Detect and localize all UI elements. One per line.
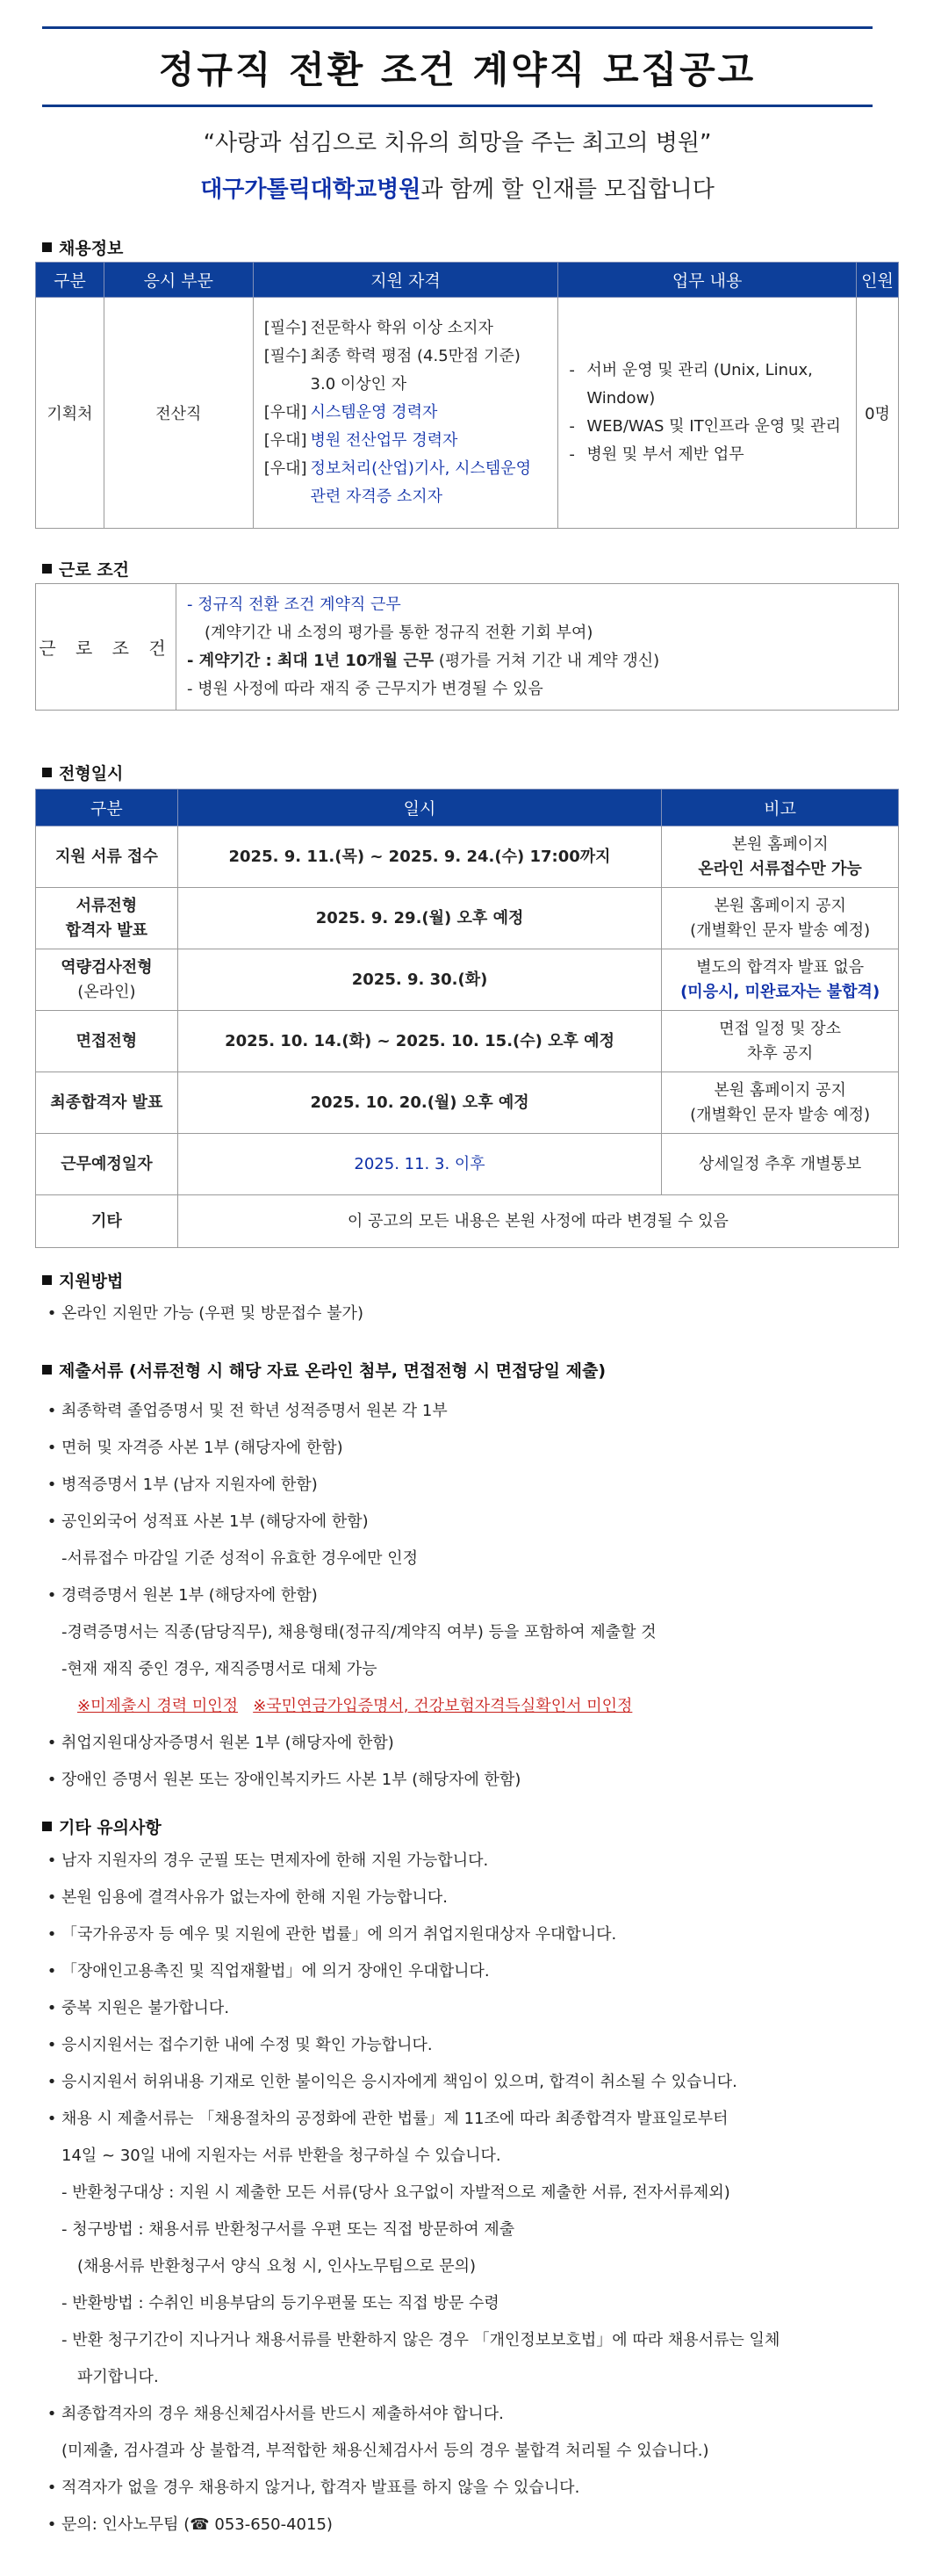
cell-note: 별도의 합격자 발표 없음 (미응시, 미완료자는 불합격) (662, 949, 899, 1011)
recruit-subtitle (42, 171, 873, 204)
list-item: • 병적증명서 1부 (남자 지원자에 한함) (47, 1476, 318, 1494)
table-header-row (36, 263, 899, 298)
list-item: • 적격자가 없을 경우 채용하지 않거나, 합격자 발표를 하지 않을 수 있습니다. (47, 2479, 580, 2497)
list-item: • 공인외국어 성적표 사본 1부 (해당자에 한함) (47, 1512, 369, 1531)
duty-item: - WEB/WAS 및 IT인프라 운영 및 관리 (569, 417, 841, 436)
schedule-table (35, 789, 899, 1248)
cell-stage: 근무예정일자 (36, 1134, 178, 1195)
hospital-slogan: “사랑과 섬김으로 치유의 희망을 주는 최고의 병원” (203, 130, 712, 156)
section-documents-heading: 제출서류 (서류전형 시 해당 자료 온라인 첨부, 면접전형 시 면접당일 제출) (42, 1358, 606, 1382)
cell-conditions (176, 584, 899, 711)
list-item: • 경력증명서 원본 1부 (해당자에 한함) (47, 1586, 318, 1605)
square-bullet-icon (42, 1822, 52, 1831)
square-bullet-icon (42, 242, 52, 252)
cell-stage: 기타 (36, 1195, 178, 1248)
list-item: • 응시지원서는 접수기한 내에 수정 및 확인 가능합니다. (47, 2036, 433, 2054)
cell-headcount: 0명 (857, 298, 899, 529)
section-apply-method-heading: 지원방법 (42, 1268, 123, 1292)
list-item: • 취업지원대상자증명서 원본 1부 (해당자에 한함) (47, 1734, 394, 1752)
square-bullet-icon (42, 768, 52, 777)
table-row (36, 949, 899, 1011)
cell-date: 2025. 9. 29.(월) 오후 예정 (177, 888, 661, 949)
col-header: 업무 내용 (558, 263, 857, 298)
condition-line: - 병원 사정에 따라 재직 중 근무지가 변경될 수 있음 (187, 679, 543, 698)
table-header-row (36, 790, 899, 826)
cell-qualifications (253, 298, 558, 529)
cell-date: 2025. 9. 11.(목) ~ 2025. 9. 24.(수) 17:00까지 (177, 826, 661, 888)
page-title: 정규직 전환 조건 계약직 모집공고 (158, 48, 757, 91)
list-item: • 중복 지원은 불가합니다. (47, 1999, 230, 2017)
cell-note: 상세일정 추후 개별통보 (662, 1134, 899, 1195)
cell-stage: 지원 서류 접수 (36, 826, 178, 888)
documents-list (42, 1393, 902, 1799)
section-work-conditions-heading: 근로 조건 (42, 557, 129, 581)
condition-line: (계약기간 내 소정의 평가를 통한 정규직 전환 기회 부여) (205, 623, 593, 642)
list-continuation: 파기합니다. (77, 2368, 159, 2386)
work-conditions-table (35, 583, 899, 711)
cell-note: 본원 홈페이지 공지 (개별확인 문자 발송 예정) (662, 888, 899, 949)
cell-note: 본원 홈페이지 공지 (개별확인 문자 발송 예정) (662, 1072, 899, 1134)
cell-part: 전산직 (104, 298, 253, 529)
col-header: 일시 (177, 790, 661, 826)
list-item: • 「장애인고용촉진 및 직업재활법」에 의거 장애인 우대합니다. (47, 1962, 490, 1981)
square-bullet-icon (42, 1275, 52, 1285)
col-header: 인원 (857, 263, 899, 298)
list-continuation: (채용서류 반환청구서 양식 요청 시, 인사노무팀으로 문의) (77, 2257, 477, 2276)
table-row (36, 1011, 899, 1072)
notes-list (42, 1843, 902, 2544)
section-notes-heading: 기타 유의사항 (42, 1815, 162, 1838)
cell-date: 2025. 9. 30.(화) (177, 949, 661, 1011)
header-bottom-rule (42, 105, 873, 107)
cell-date: 2025. 10. 20.(월) 오후 예정 (177, 1072, 661, 1134)
list-subitem: -경력증명서는 직종(담당직무), 채용형태(정규직/계약직 여부) 등을 포함하여 제출할 것 (61, 1623, 657, 1642)
list-item: • 온라인 지원만 가능 (우편 및 방문접수 불가) (47, 1304, 363, 1323)
list-item: • 최종합격자의 경우 채용신체검사서를 반드시 제출하셔야 합니다. (47, 2405, 504, 2423)
list-subitem: - 청구방법 : 채용서류 반환청구서를 우편 또는 직접 방문하여 제출 (61, 2220, 515, 2239)
list-item: • 「국가유공자 등 예우 및 지원에 관한 법률」에 의거 취업지원대상자 우대합니다. (47, 1925, 617, 1944)
qualification-item: [필수] 최종 학력 평점 (4.5만점 기준) 3.0 이상인 자 (263, 347, 521, 393)
recruit-info-table (35, 262, 899, 529)
subtitle-rest: 과 함께 할 인재를 모집합니다 (420, 177, 715, 203)
cell-stage: 면접전형 (36, 1011, 178, 1072)
list-item: • 최종학력 졸업증명서 및 전 학년 성적증명서 원본 각 1부 (47, 1402, 448, 1420)
col-header: 구분 (36, 790, 178, 826)
cell-note: 본원 홈페이지 온라인 서류접수만 가능 (662, 826, 899, 888)
table-row (36, 1134, 899, 1195)
qualification-item: [우대] 시스템운영 경력자 (263, 403, 438, 422)
qualification-item: [우대] 병원 전산업무 경력자 (263, 431, 458, 450)
table-row (36, 888, 899, 949)
page-header (42, 26, 873, 204)
cell-date: 2025. 10. 14.(화) ~ 2025. 10. 15.(수) 오후 예정 (177, 1011, 661, 1072)
condition-line: - 계약기간 : 최대 1년 10개월 근무 (평가를 거쳐 기간 내 계약 갱신) (187, 651, 660, 670)
cell-date: 2025. 11. 3. 이후 (177, 1134, 661, 1195)
list-item: • 면허 및 자격증 사본 1부 (해당자에 한함) (47, 1439, 343, 1457)
table-row (36, 826, 899, 888)
duty-item: - 병원 및 부서 제반 업무 (569, 445, 744, 464)
col-header: 응시 부문 (104, 263, 253, 298)
list-subitem: -서류접수 마감일 기준 성적이 유효한 경우에만 인정 (61, 1549, 418, 1568)
contact-item: • 문의: 인사노무팀 (☎ 053-650-4015) (47, 2515, 333, 2534)
list-item: • 채용 시 제출서류는 「채용절차의 공정화에 관한 법률」제 11조에 따라 최종합격자 발표일로부터 (47, 2110, 729, 2128)
table-row (36, 1072, 899, 1134)
table-row (36, 1195, 899, 1248)
condition-line: - 정규직 전환 조건 계약직 근무 (187, 595, 401, 614)
cell-stage: 최종합격자 발표 (36, 1072, 178, 1134)
hospital-name: 대구가톨릭대학교병원 (200, 177, 421, 203)
warning-note: ※미제출시 경력 미인정 ※국민연금가입증명서, 건강보험자격득실확인서 미인정 (77, 1697, 633, 1715)
col-header: 비고 (662, 790, 899, 826)
table-row (36, 584, 899, 711)
cell-label: 근 로 조 건 (36, 584, 176, 711)
list-continuation: 14일 ~ 30일 내에 지원자는 서류 반환을 청구하실 수 있습니다. (61, 2147, 501, 2165)
list-continuation: (미제출, 검사결과 상 불합격, 부적합한 채용신체검사서 등의 경우 불합격 처리될 수 있습니다.) (61, 2442, 709, 2460)
list-subitem: - 반환 청구기간이 지나거나 채용서류를 반환하지 않은 경우 「개인정보보호법」에 따라 채용서류는 일체 (61, 2331, 780, 2349)
duty-item: - 서버 운영 및 관리 (Unix, Linux, Window) (569, 361, 813, 408)
col-header: 지원 자격 (253, 263, 558, 298)
apply-method-list (42, 1301, 902, 1327)
table-row (36, 298, 899, 529)
cell-division: 기획처 (36, 298, 104, 529)
cell-stage: 역량검사전형 (온라인) (36, 949, 178, 1011)
list-subitem: -현재 재직 중인 경우, 재직증명서로 대체 가능 (61, 1660, 377, 1678)
list-subitem: - 반환방법 : 수취인 비용부담의 등기우편물 또는 직접 방문 수령 (61, 2294, 499, 2313)
square-bullet-icon (42, 564, 52, 574)
list-item: • 장애인 증명서 원본 또는 장애인복지카드 사본 1부 (해당자에 한함) (47, 1771, 521, 1789)
cell-note: 면접 일정 및 장소 차후 공지 (662, 1011, 899, 1072)
list-item: • 남자 지원자의 경우 군필 또는 면제자에 한해 지원 가능합니다. (47, 1851, 489, 1870)
list-item: • 본원 임용에 결격사유가 없는자에 한해 지원 가능합니다. (47, 1888, 448, 1907)
list-item: • 응시지원서 허위내용 기재로 인한 불이익은 응시자에게 책임이 있으며, 합격이 취소될 수 있습니다. (47, 2073, 737, 2091)
section-recruit-info-heading: 채용정보 (42, 235, 123, 259)
qualification-item: [필수] 전문학사 학위 이상 소지자 (263, 319, 493, 337)
list-subitem: - 반환청구대상 : 지원 시 제출한 모든 서류(당사 요구없이 자발적으로 제출한 서류, 전자서류제외) (61, 2183, 730, 2202)
square-bullet-icon (42, 1365, 52, 1375)
col-header: 구분 (36, 263, 104, 298)
cell-note: 이 공고의 모든 내용은 본원 사정에 따라 변경될 수 있음 (177, 1195, 898, 1248)
cell-duties (558, 298, 857, 529)
qualification-item: [우대] 정보처리(산업)기사, 시스템운영 관련 자격증 소지자 (263, 459, 532, 506)
cell-stage: 서류전형 합격자 발표 (36, 888, 178, 949)
section-schedule-heading: 전형일시 (42, 761, 123, 784)
